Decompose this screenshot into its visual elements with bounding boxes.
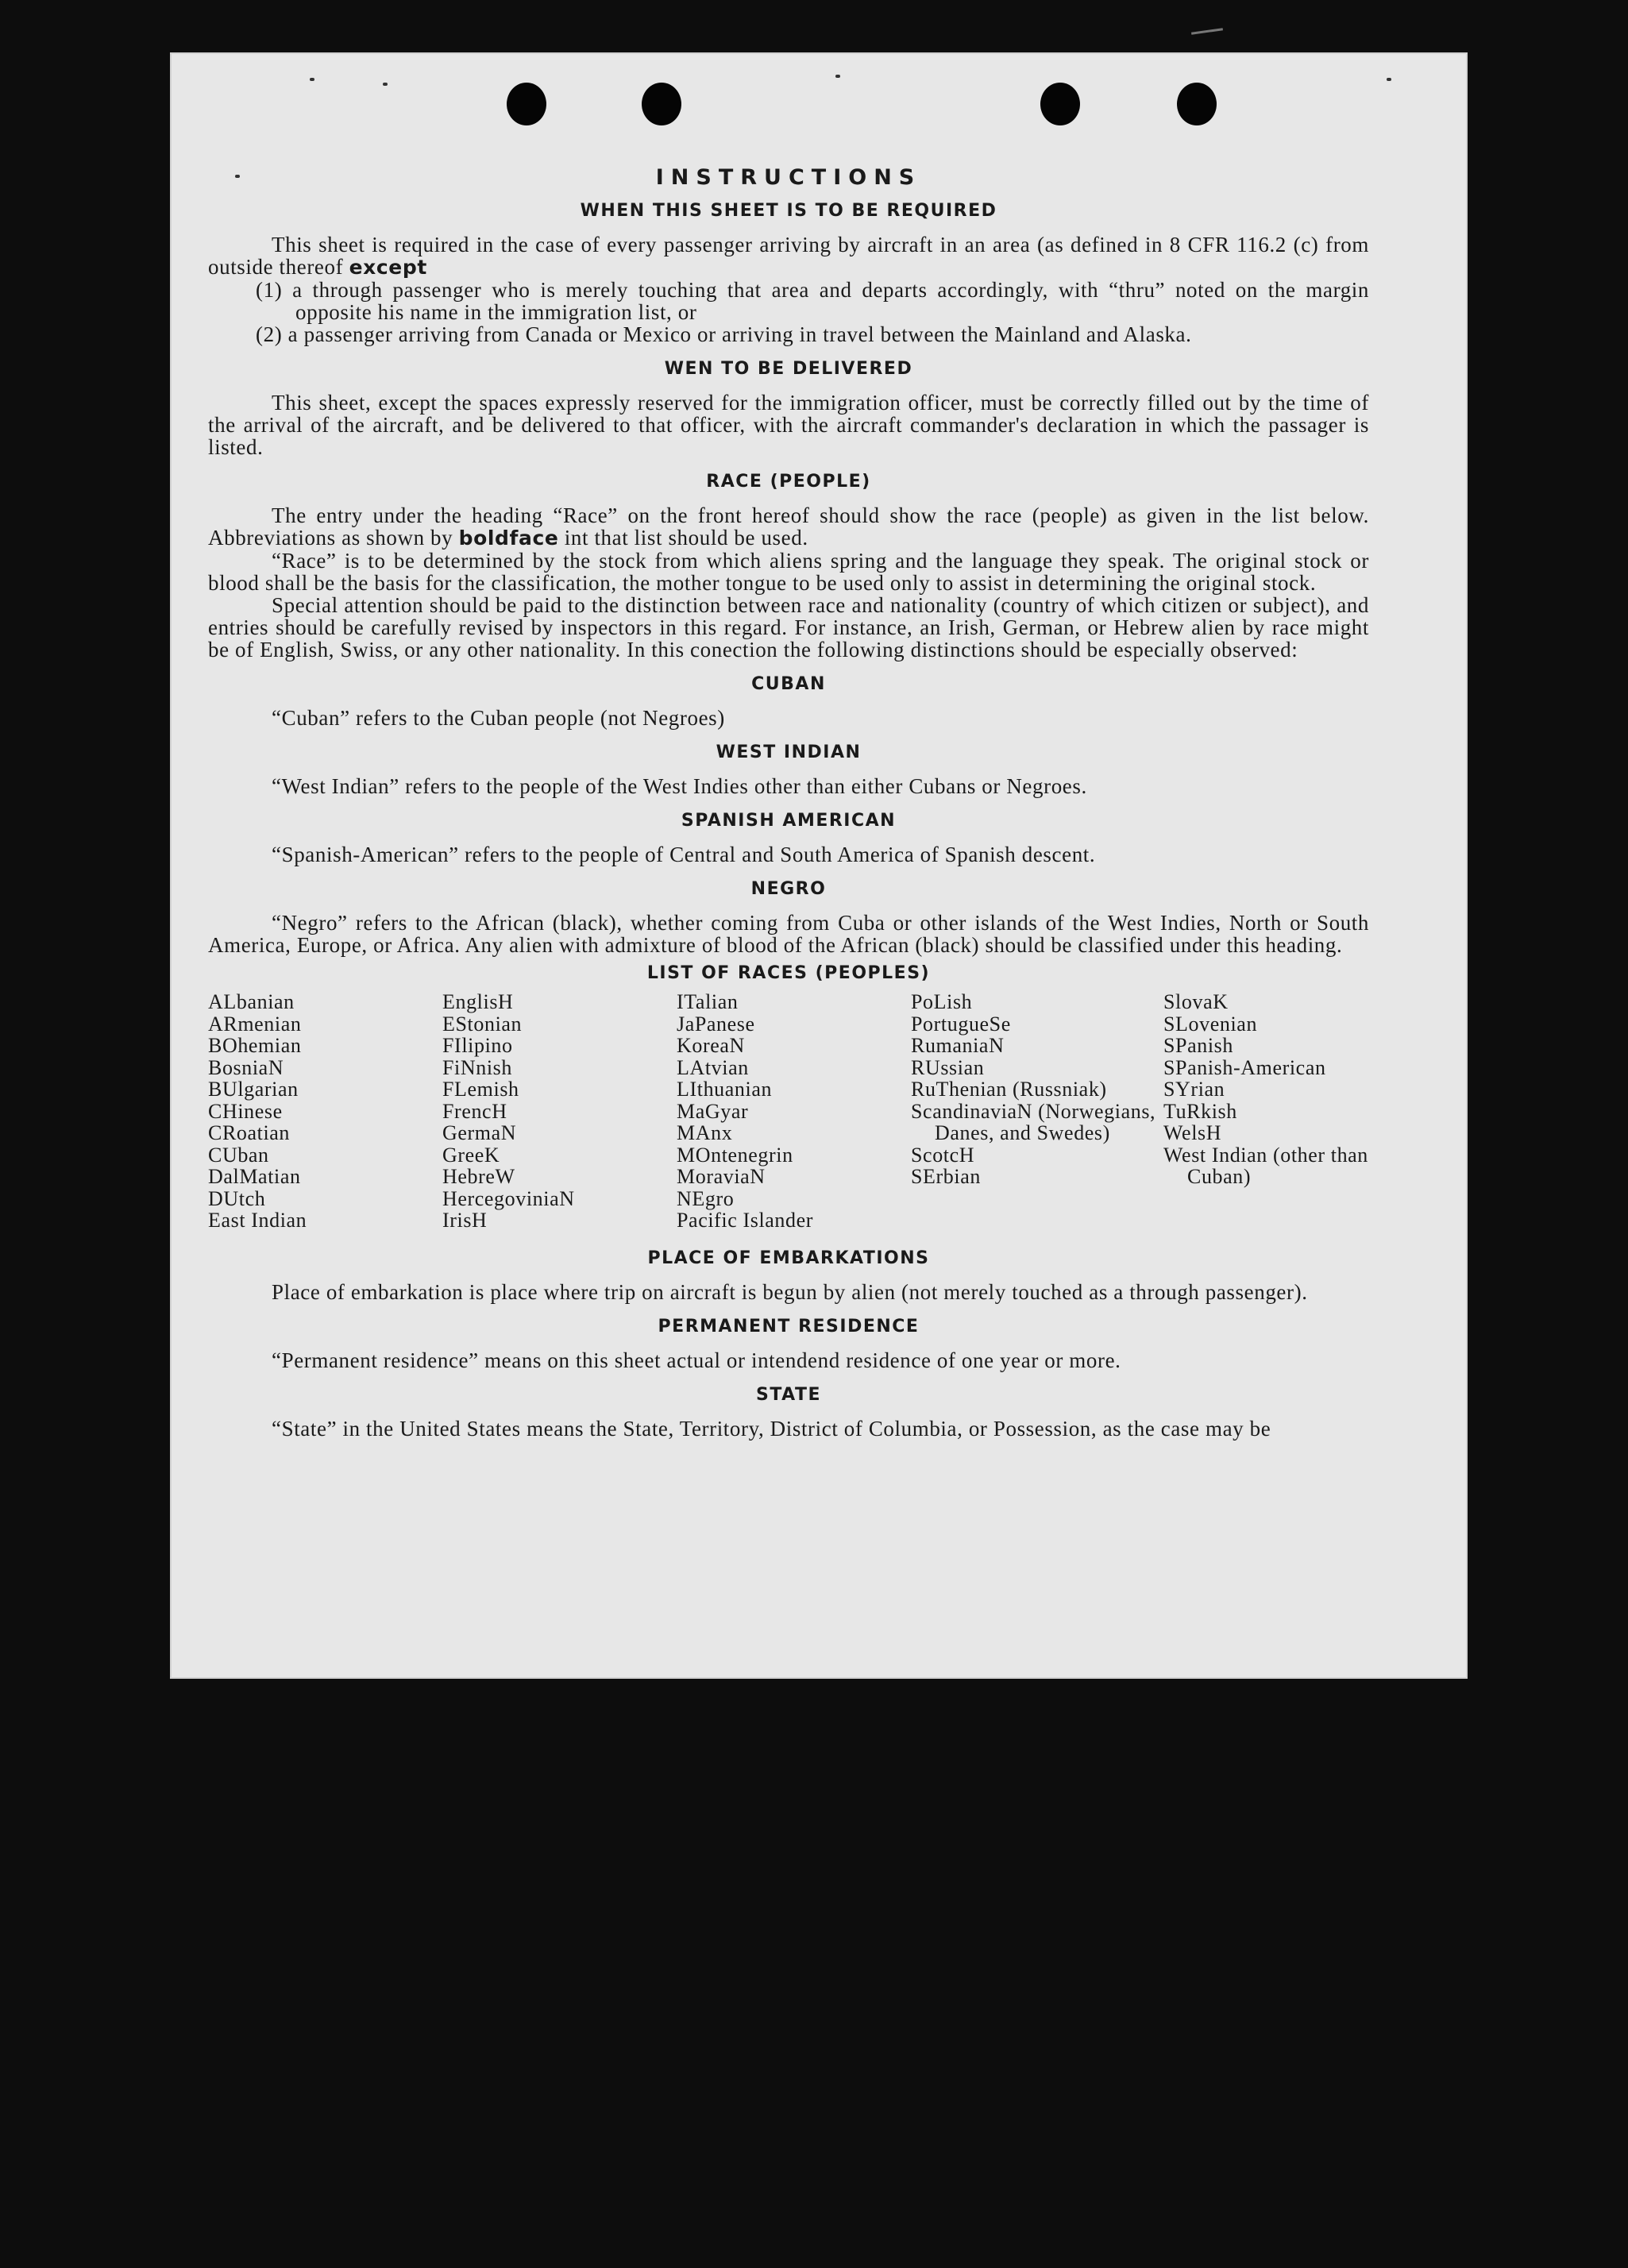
race-entry: ScandinaviaN (Norwegians, Danes, and Swedes) <box>911 1099 1156 1144</box>
race-entry: WelsH <box>1163 1121 1222 1144</box>
race-entry: East Indian <box>208 1209 307 1232</box>
section-heading-embarkation: PLACE OF EMBARKATIONS <box>647 1248 930 1268</box>
required-intro <box>208 233 1369 279</box>
race-entry: RUssian <box>911 1055 985 1079</box>
scan-speck <box>383 83 388 86</box>
race-entry: LIthuanian <box>677 1078 773 1101</box>
west-indian-text: “West Indian” refers to the people of the West Indies other than either Cubans or Negroes. <box>272 774 1087 798</box>
race-entry: FIlipino <box>442 1034 513 1057</box>
race-entry: TuRkish <box>1163 1099 1237 1123</box>
race-entry: ALbanian <box>208 990 295 1013</box>
race-entry: GermaN <box>442 1121 517 1144</box>
page-title: INSTRUCTIONS <box>655 165 922 190</box>
required-item-2: (2) a passenger arriving from Canada or Mexico or arriving in travel between the Mainland and Alaska. <box>256 322 1192 346</box>
race-entry: CRoatian <box>208 1121 291 1144</box>
race-paragraph-1 <box>208 504 1369 550</box>
instructions-content <box>208 167 1369 1440</box>
scan-speck <box>1387 78 1391 81</box>
race-entry: JaPanese <box>677 1012 755 1036</box>
section-heading-state: STATE <box>756 1384 821 1405</box>
race-p1-after: int that list should be used. <box>564 526 808 550</box>
race-paragraph-3: Special attention should be paid to the distinction between race and nationality (country of which citizen or subject), and entries should be carefully revised by inspectors in this regard. For instance, an Irish, German, or Hebrew alien by race might be of English, Swiss, or any other nationality. In this conection the following distinctions should be especially observed: <box>208 593 1369 662</box>
races-list <box>208 991 1369 1232</box>
race-entry: ScotcH <box>911 1143 975 1167</box>
race-entry: SErbian <box>911 1165 981 1188</box>
scan-speck <box>835 75 840 78</box>
document-page <box>172 54 1466 1677</box>
race-p1-bold: boldface <box>458 526 559 550</box>
race-entry: RumaniaN <box>911 1034 1005 1057</box>
section-heading-residence: PERMANENT RESIDENCE <box>658 1316 920 1336</box>
delivered-text: This sheet, except the spaces expressly reserved for the immigration officer, must be correctly filled out by the time of the arrival of the aircraft, and be delivered to that officer, with the aircraft commander's declaration in which the passager is listed. <box>208 391 1369 459</box>
scan-speck <box>310 78 314 81</box>
race-entry: BUlgarian <box>208 1078 299 1101</box>
race-entry: SPanish-American <box>1163 1055 1326 1079</box>
punch-hole <box>1177 83 1217 125</box>
race-entry: SlovaK <box>1163 990 1229 1013</box>
section-heading-west-indian: WEST INDIAN <box>716 742 862 762</box>
state-text: “State” in the United States means the State, Territory, District of Columbia, or Possession, as the case may be <box>272 1416 1271 1441</box>
race-entry: ITalian <box>677 990 739 1013</box>
race-entry: DUtch <box>208 1186 266 1210</box>
races-column <box>1163 991 1402 1232</box>
section-heading-race: RACE (PEOPLE) <box>706 472 871 492</box>
punch-hole <box>642 83 681 125</box>
races-column <box>911 991 1163 1232</box>
embarkation-text: Place of embarkation is place where trip on aircraft is begun by alien (not merely touched as a through passenger). <box>272 1279 1308 1304</box>
race-entry: EStonian <box>442 1012 523 1036</box>
race-entry: FrencH <box>442 1099 507 1123</box>
race-entry: DalMatian <box>208 1165 301 1188</box>
race-entry: BOhemian <box>208 1034 302 1057</box>
race-paragraph-2: “Race” is to be determined by the stock from which aliens spring and the language they speak. The original stock or blood shall be the basis for the classification, the mother tongue to be used only to assist in determining the original stock. <box>208 549 1369 595</box>
race-entry: Pacific Islander <box>677 1209 814 1232</box>
race-entry: FLemish <box>442 1078 519 1101</box>
race-entry: West Indian (other than Cuban) <box>1163 1143 1368 1188</box>
cuban-text: “Cuban” refers to the Cuban people (not Negroes) <box>272 706 725 730</box>
race-entry: SLovenian <box>1163 1012 1258 1036</box>
race-entry: BosniaN <box>208 1055 284 1079</box>
race-entry: FiNnish <box>442 1055 513 1079</box>
race-entry: MOntenegrin <box>677 1143 793 1167</box>
scan-mark <box>1191 28 1223 35</box>
race-entry: HercegoviniaN <box>442 1186 575 1210</box>
negro-text: “Negro” refers to the African (black), whether coming from Cuba or other islands of the West Indies, North or South America, Europe, or Africa. Any alien with admixture of blood of the African (black) should be classified under this heading. <box>208 911 1369 957</box>
race-entry: MoraviaN <box>677 1165 766 1188</box>
race-entry: LAtvian <box>677 1055 749 1079</box>
section-heading-negro: NEGRO <box>750 879 827 899</box>
races-column <box>677 991 911 1232</box>
spanish-american-text: “Spanish-American” refers to the people of Central and South America of Spanish descent. <box>272 843 1096 866</box>
race-entry: PoLish <box>911 990 973 1013</box>
section-heading-list-of-races: LIST OF RACES (PEOPLES) <box>646 963 931 983</box>
section-heading-cuban: CUBAN <box>751 674 826 694</box>
race-entry: HebreW <box>442 1165 515 1188</box>
race-entry: RuThenian (Russniak) <box>911 1078 1107 1101</box>
race-entry: SPanish <box>1163 1034 1234 1057</box>
race-entry: SYrian <box>1163 1078 1225 1101</box>
punch-hole <box>507 83 546 125</box>
section-heading-required: WHEN THIS SHEET IS TO BE REQUIRED <box>580 201 997 221</box>
section-heading-delivered: WEN TO BE DELIVERED <box>664 359 913 379</box>
race-entry: PortugueSe <box>911 1012 1011 1036</box>
race-entry: IrisH <box>442 1209 488 1232</box>
races-column <box>208 991 442 1232</box>
races-column <box>442 991 677 1232</box>
race-entry: MaGyar <box>677 1099 749 1123</box>
race-entry: CHinese <box>208 1099 283 1123</box>
punch-hole <box>1040 83 1080 125</box>
section-heading-spanish-american: SPANISH AMERICAN <box>681 811 897 831</box>
required-intro-text: This sheet is required in the case of every passenger arriving by aircraft in an area (as defined in 8 CFR 116.2 (c) from outside thereof <box>208 233 1369 279</box>
race-entry: NEgro <box>677 1186 735 1210</box>
residence-text: “Permanent residence” means on this sheet actual or intendend residence of one year or more. <box>272 1348 1121 1372</box>
required-item-1: (1) a through passenger who is merely touching that area and departs accordingly, with “thru” noted on the margin opposite his name in the immigration list, or <box>256 278 1369 324</box>
race-entry: MAnx <box>677 1121 733 1144</box>
race-entry: CUban <box>208 1143 269 1167</box>
race-entry: ARmenian <box>208 1012 302 1036</box>
race-entry: EnglisH <box>442 990 514 1013</box>
race-entry: GreeK <box>442 1143 500 1167</box>
race-p1-text: The entry under the heading “Race” on the front hereof should show the race (people) as given in the list below. Abbreviations as shown by <box>208 503 1369 550</box>
race-entry: KoreaN <box>677 1034 745 1057</box>
required-intro-bold: except <box>349 256 427 279</box>
